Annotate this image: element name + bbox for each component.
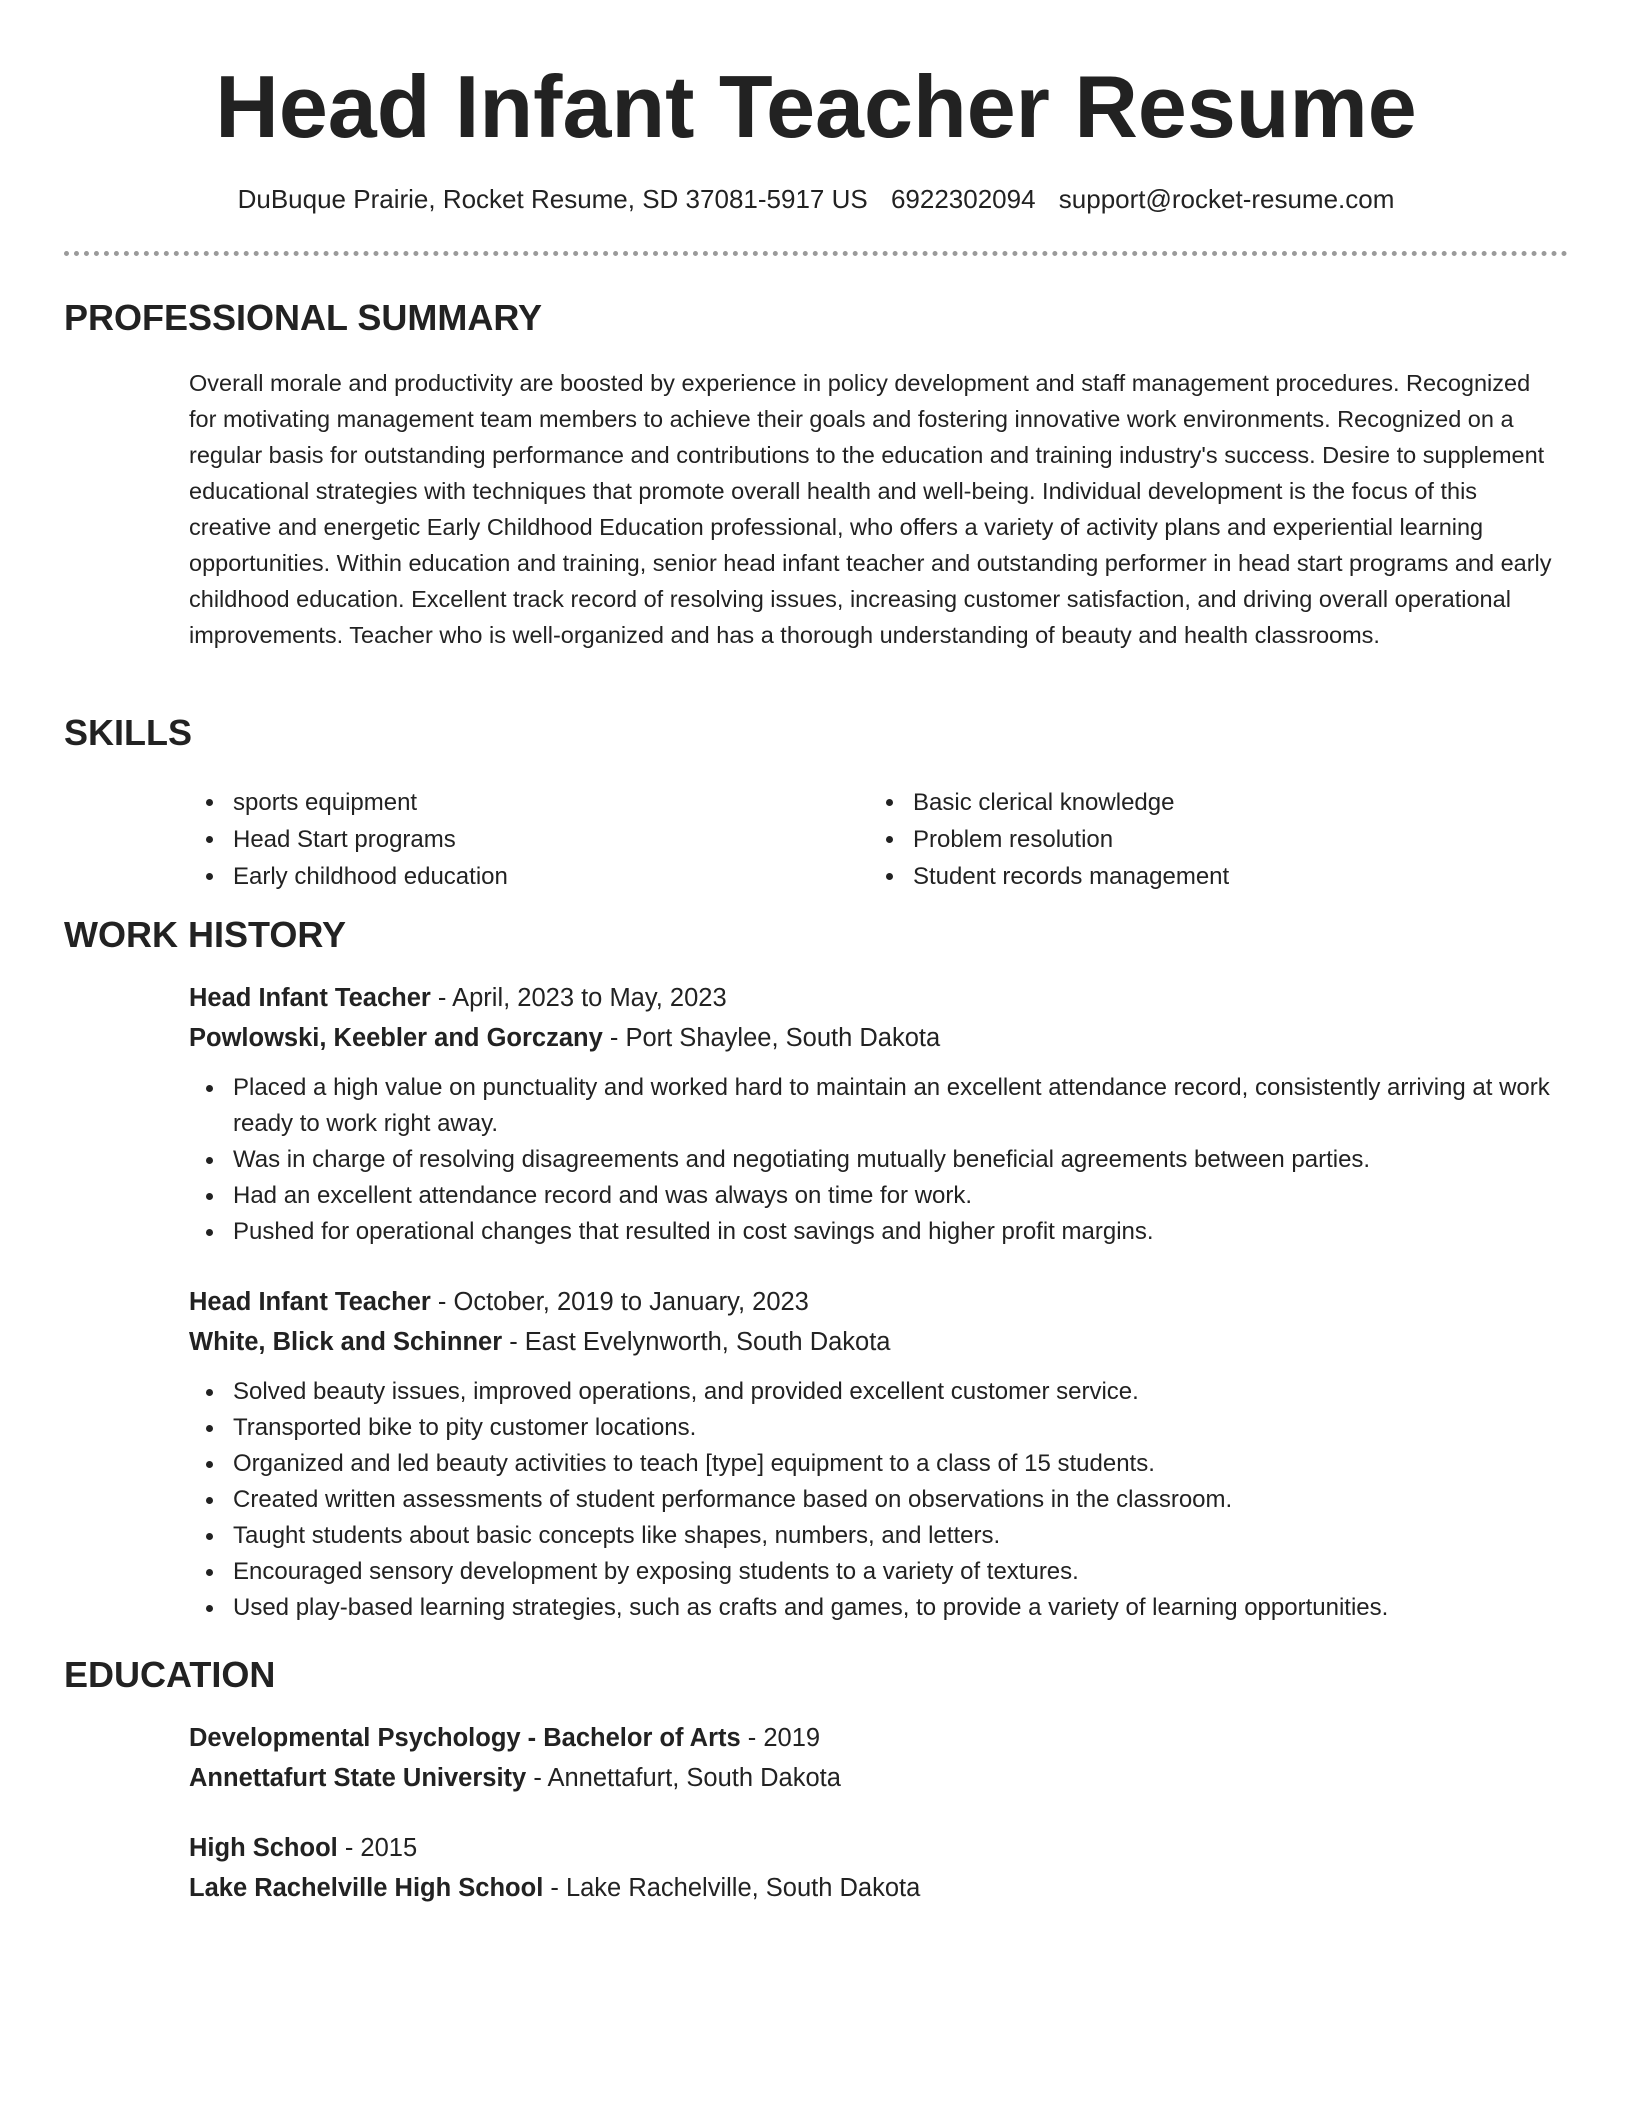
work-entry <box>189 1282 1569 1626</box>
skill-item: Basic clerical knowledge <box>869 784 1549 821</box>
job-bullet: Created written assessments of student performance based on observations in the classroom. <box>189 1482 1569 1518</box>
job-bullet: Organized and led beauty activities to teach [type] equipment to a class of 15 students. <box>189 1446 1569 1482</box>
skill-item: Head Start programs <box>189 821 869 858</box>
job-bullet: Pushed for operational changes that resulted in cost savings and higher profit margins. <box>189 1214 1569 1250</box>
job-company: White, Blick and Schinner <box>189 1328 503 1356</box>
edu-school: Annettafurt State University <box>189 1764 527 1792</box>
contact-email: support@rocket-resume.com <box>1058 184 1395 214</box>
job-bullet: Taught students about basic concepts like shapes, numbers, and letters. <box>189 1518 1569 1554</box>
edu-degree: High School <box>189 1834 338 1862</box>
work-entry <box>189 978 1569 1250</box>
edu-location: - Annettafurt, South Dakota <box>526 1764 841 1792</box>
header-divider <box>64 251 1568 256</box>
job-bullet: Used play-based learning strategies, such as crafts and games, to provide a variety of learning opportunities. <box>189 1590 1569 1626</box>
education-entry <box>189 1718 1569 1798</box>
job-company-line <box>189 1322 1569 1362</box>
job-company: Powlowski, Keebler and Gorczany <box>189 1024 603 1052</box>
skill-item: Problem resolution <box>869 821 1549 858</box>
job-location: - Port Shaylee, South Dakota <box>602 1024 941 1052</box>
job-bullet: Solved beauty issues, improved operations, and provided excellent customer service. <box>189 1374 1569 1410</box>
contact-address: DuBuque Prairie, Rocket Resume, SD 37081-5917 US <box>237 184 868 214</box>
education-entry <box>189 1828 1569 1908</box>
edu-year: - 2019 <box>740 1724 821 1752</box>
job-bullet: Transported bike to pity customer locations. <box>189 1410 1569 1446</box>
job-company-line <box>189 1018 1569 1058</box>
edu-degree: Developmental Psychology - Bachelor of Arts <box>189 1724 741 1752</box>
job-bullets <box>189 1070 1569 1250</box>
job-title-line <box>189 1282 1569 1322</box>
contact-line <box>0 181 1632 217</box>
edu-school: Lake Rachelville High School <box>189 1874 544 1902</box>
section-title-education: EDUCATION <box>64 1654 276 1695</box>
job-dates: - April, 2023 to May, 2023 <box>430 984 727 1012</box>
section-title-skills: SKILLS <box>64 712 193 753</box>
skill-item: Early childhood education <box>189 858 869 895</box>
job-title: Head Infant Teacher <box>189 984 431 1012</box>
skill-item: sports equipment <box>189 784 869 821</box>
job-title-line <box>189 978 1569 1018</box>
job-bullet: Was in charge of resolving disagreements and negotiating mutually beneficial agreements between parties. <box>189 1142 1569 1178</box>
job-location: - East Evelynworth, South Dakota <box>502 1328 891 1356</box>
job-bullet: Placed a high value on punctuality and worked hard to maintain an excellent attendance record, consistently arriving at work ready to work right away. <box>189 1070 1569 1142</box>
resume-title: Head Infant Teacher Resume <box>215 57 1417 156</box>
edu-degree-line <box>189 1718 1569 1758</box>
section-title-summary: PROFESSIONAL SUMMARY <box>64 297 543 338</box>
job-dates: - October, 2019 to January, 2023 <box>430 1288 809 1316</box>
edu-location: - Lake Rachelville, South Dakota <box>543 1874 921 1902</box>
job-bullet: Had an excellent attendance record and was always on time for work. <box>189 1178 1569 1214</box>
job-title: Head Infant Teacher <box>189 1288 431 1316</box>
job-bullet: Encouraged sensory development by exposing students to a variety of textures. <box>189 1554 1569 1590</box>
summary-text: Overall morale and productivity are boosted by experience in policy development and staff management procedures. Recognized for motivating management team members to achieve their goals and fostering innovative work environments. Recognized on a regular basis for outstanding performance and contributions to the education and training industry's success. Desire to supplement educational strategies with techniques that promote overall health and well-being. Individual development is the focus of this creative and energetic Early Childhood Education professional, who offers a variety of activity plans and experiential learning opportunities. Within education and training, senior head infant teacher and outstanding performer in head start programs and early childhood education. Excellent track record of resolving issues, increasing customer satisfaction, and driving overall operational improvements. Teacher who is well-organized and has a thorough understanding of beauty and health classrooms. <box>189 370 1552 648</box>
job-bullets <box>189 1374 1569 1626</box>
edu-year: - 2015 <box>337 1834 418 1862</box>
skills-list <box>189 784 1559 895</box>
skill-item: Student records management <box>869 858 1549 895</box>
contact-phone: 6922302094 <box>890 184 1036 214</box>
section-title-work: WORK HISTORY <box>64 914 347 955</box>
edu-school-line <box>189 1868 1569 1908</box>
edu-degree-line <box>189 1828 1569 1868</box>
edu-school-line <box>189 1758 1569 1798</box>
